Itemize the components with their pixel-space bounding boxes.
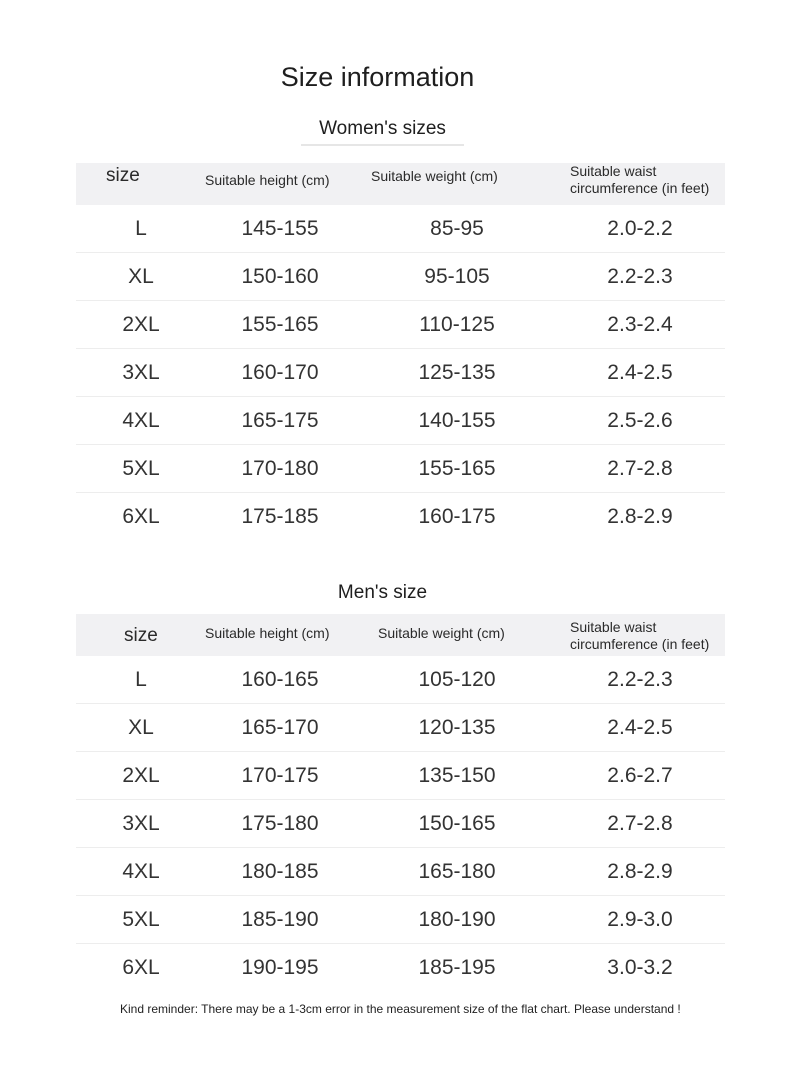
cell-height: 175-180 <box>241 811 319 835</box>
cell-waist: 2.2-2.3 <box>607 667 673 691</box>
men-table-header <box>76 614 725 656</box>
women-rows <box>76 205 725 540</box>
cell-size: 6XL <box>122 504 160 528</box>
cell-waist: 3.0-3.2 <box>607 955 673 979</box>
cell-weight: 135-150 <box>418 763 496 787</box>
header-size: size <box>106 165 140 186</box>
cell-size: 6XL <box>122 955 160 979</box>
cell-weight: 160-175 <box>418 504 496 528</box>
cell-weight: 120-135 <box>418 715 496 739</box>
cell-height: 160-165 <box>241 667 319 691</box>
cell-weight: 95-105 <box>424 264 490 288</box>
cell-size: XL <box>128 715 154 739</box>
cell-size: 2XL <box>122 763 160 787</box>
cell-height: 185-190 <box>241 907 319 931</box>
men-size-table <box>76 614 725 991</box>
cell-waist: 2.6-2.7 <box>607 763 673 787</box>
header-waist <box>570 619 709 653</box>
header-waist <box>570 163 709 197</box>
cell-size: 3XL <box>122 811 160 835</box>
cell-height: 155-165 <box>241 312 319 336</box>
men-rows <box>76 656 725 991</box>
cell-weight: 150-165 <box>418 811 496 835</box>
header-waist-line2: circumference (in feet) <box>570 636 710 652</box>
header-size: size <box>124 625 158 646</box>
header-weight: Suitable weight (cm) <box>371 168 498 184</box>
women-section-label <box>0 118 765 146</box>
cell-size: L <box>135 216 147 240</box>
header-waist-line1: Suitable waist <box>570 619 657 635</box>
cell-weight: 165-180 <box>418 859 496 883</box>
women-section-label-text: Women's sizes <box>301 118 464 146</box>
header-height: Suitable height (cm) <box>205 625 330 641</box>
header-waist-line2: circumference (in feet) <box>570 180 710 196</box>
cell-size: 4XL <box>122 408 160 432</box>
header-weight: Suitable weight (cm) <box>378 625 505 641</box>
cell-waist: 2.4-2.5 <box>607 715 673 739</box>
cell-waist: 2.9-3.0 <box>607 907 673 931</box>
cell-height: 150-160 <box>241 264 319 288</box>
cell-weight: 185-195 <box>418 955 496 979</box>
table-row <box>76 752 725 800</box>
table-row <box>76 445 725 493</box>
cell-height: 190-195 <box>241 955 319 979</box>
cell-size: 2XL <box>122 312 160 336</box>
cell-waist: 2.3-2.4 <box>607 312 673 336</box>
cell-size: 3XL <box>122 360 160 384</box>
header-height: Suitable height (cm) <box>205 172 330 188</box>
cell-height: 170-175 <box>241 763 319 787</box>
cell-waist: 2.8-2.9 <box>607 859 673 883</box>
table-row <box>76 349 725 397</box>
table-row <box>76 896 725 944</box>
cell-waist: 2.5-2.6 <box>607 408 673 432</box>
table-row <box>76 205 725 253</box>
table-row <box>76 397 725 445</box>
cell-size: 4XL <box>122 859 160 883</box>
table-row <box>76 944 725 991</box>
cell-weight: 110-125 <box>419 312 495 336</box>
cell-height: 180-185 <box>241 859 319 883</box>
women-table-header <box>76 163 725 205</box>
cell-height: 160-170 <box>241 360 319 384</box>
cell-waist: 2.2-2.3 <box>607 264 673 288</box>
men-section-label-text: Men's size <box>337 582 428 603</box>
cell-weight: 140-155 <box>418 408 496 432</box>
cell-height: 170-180 <box>241 456 319 480</box>
cell-weight: 85-95 <box>430 216 484 240</box>
cell-height: 165-170 <box>241 715 319 739</box>
table-row <box>76 704 725 752</box>
cell-size: 5XL <box>122 907 160 931</box>
cell-size: 5XL <box>122 456 160 480</box>
table-row <box>76 848 725 896</box>
cell-waist: 2.7-2.8 <box>607 456 673 480</box>
cell-height: 175-185 <box>241 504 319 528</box>
women-size-table <box>76 163 725 540</box>
cell-weight: 125-135 <box>418 360 496 384</box>
header-waist-line1: Suitable waist <box>570 163 657 179</box>
table-row <box>76 656 725 704</box>
cell-waist: 2.4-2.5 <box>607 360 673 384</box>
cell-weight: 180-190 <box>418 907 496 931</box>
cell-size: XL <box>128 264 154 288</box>
cell-height: 165-175 <box>241 408 319 432</box>
page-title: Size information <box>280 62 475 92</box>
kind-reminder-note: Kind reminder: There may be a 1-3cm error in the measurement size of the flat chart. Please understand ! <box>120 1002 681 1016</box>
cell-size: L <box>135 667 147 691</box>
cell-weight: 105-120 <box>418 667 496 691</box>
table-row <box>76 253 725 301</box>
table-row <box>76 301 725 349</box>
table-row <box>76 493 725 540</box>
cell-waist: 2.7-2.8 <box>607 811 673 835</box>
cell-waist: 2.8-2.9 <box>607 504 673 528</box>
men-section-label <box>0 582 765 604</box>
table-row <box>76 800 725 848</box>
cell-weight: 155-165 <box>418 456 496 480</box>
cell-height: 145-155 <box>241 216 319 240</box>
cell-waist: 2.0-2.2 <box>607 216 673 240</box>
